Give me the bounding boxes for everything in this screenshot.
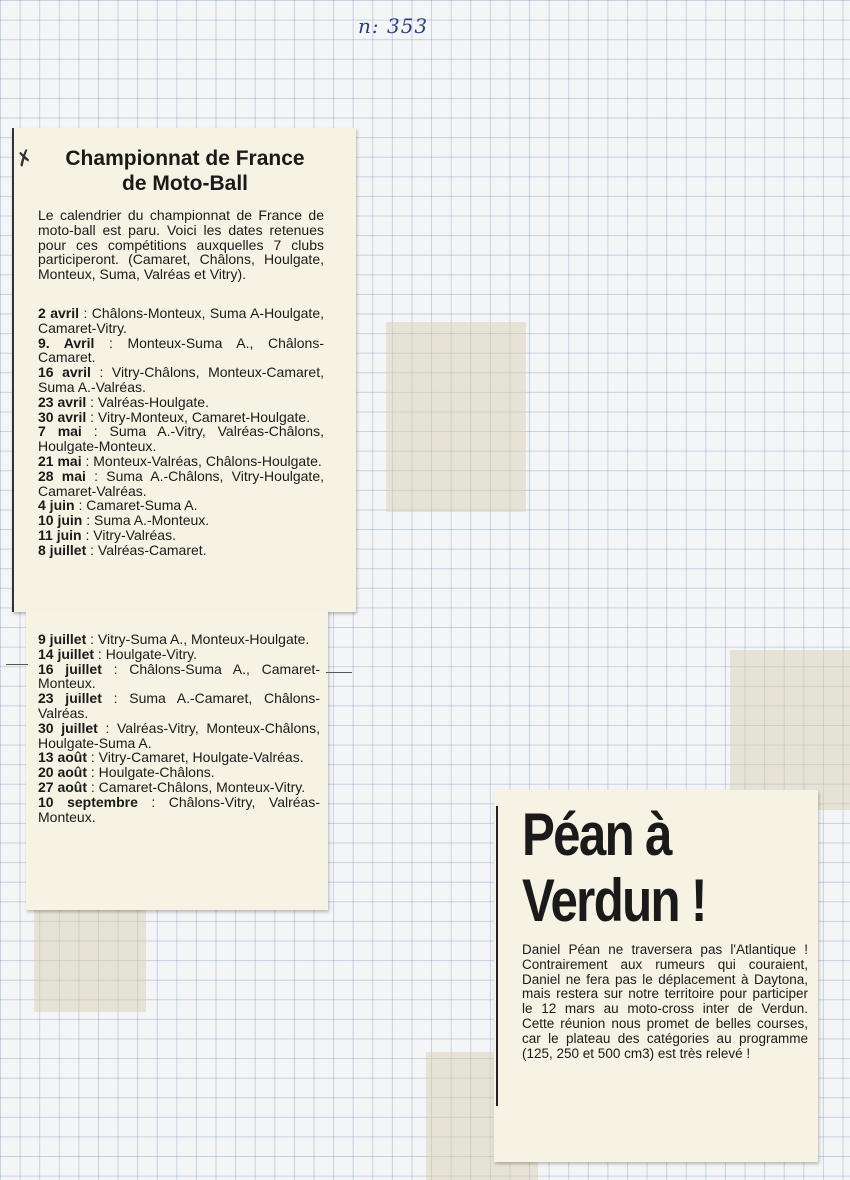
schedule-entry	[38, 469, 324, 499]
schedule-entry	[38, 765, 320, 780]
schedule-matches: : Valréas-Camaret.	[86, 541, 207, 558]
schedule-date: 11 juin	[38, 526, 82, 543]
schedule-date: 30 juillet	[38, 719, 98, 736]
schedule-part2	[38, 632, 320, 824]
schedule-entry	[38, 721, 320, 751]
schedule-date: 13 août	[38, 749, 88, 766]
schedule-matches: : Monteux-Valréas, Châlons-Houlgate.	[81, 452, 322, 469]
schedule-part1	[38, 306, 324, 558]
schedule-entry	[38, 395, 324, 410]
schedule-date: 23 avril	[38, 393, 87, 410]
verdun-rule	[496, 806, 498, 1106]
tape-piece	[730, 650, 850, 810]
schedule-matches: : Valréas-Vitry, Monteux-Châlons, Houlgate-Suma A.	[38, 719, 320, 751]
schedule-matches: : Suma A.-Vitry, Valréas-Châlons, Houlgate-Monteux.	[38, 423, 324, 455]
schedule-date: 30 avril	[38, 408, 87, 425]
schedule-entry	[38, 454, 324, 469]
schedule-matches: : Valréas-Houlgate.	[86, 393, 209, 410]
schedule-date: 21 mai	[38, 452, 82, 469]
schedule-matches: : Suma A.-Châlons, Vitry-Houlgate, Camaret-Valréas.	[38, 467, 324, 499]
schedule-date: 4 juin	[38, 497, 75, 514]
schedule-date: 10 septembre	[38, 793, 138, 810]
schedule-entry	[38, 306, 324, 336]
headline-line: Péan à	[522, 801, 671, 868]
schedule-matches: : Châlons-Vitry, Valréas-Monteux.	[38, 793, 320, 825]
verdun-body: Daniel Péan ne traversera pas l'Atlantique ! Contrairement aux rumeurs qui couraient, Daniel ne fera pas le déplacement à Daytona, mais restera sur notre territoire pour participer le 12 mars au moto-cross inter de Verdun. Cette réunion nous promet de belles courses, car le plateau des catégories au programme (125, 250 et 500 cm3) est très relevé !	[522, 942, 808, 1061]
schedule-entry	[38, 647, 320, 662]
schedule-entry	[38, 513, 324, 528]
schedule-date: 2 avril	[38, 305, 80, 321]
schedule-matches: : Suma A.-Camaret, Châlons-Valréas.	[38, 690, 320, 721]
schedule-date: 27 août	[38, 778, 88, 795]
divider	[6, 664, 28, 665]
schedule-matches: : Houlgate-Vitry.	[94, 645, 198, 662]
schedule-date: 16 avril	[38, 364, 91, 381]
schedule-entry	[38, 528, 324, 543]
moto-ball-headline	[30, 146, 340, 196]
schedule-date: 20 août	[38, 764, 88, 781]
schedule-entry	[38, 543, 324, 558]
schedule-date: 14 juillet	[38, 645, 95, 662]
tape-piece	[386, 322, 526, 512]
schedule-entry	[38, 750, 320, 765]
schedule-matches: : Châlons-Monteux, Suma A-Houlgate, Camaret-Vitry.	[38, 305, 324, 336]
schedule-entry	[38, 498, 324, 513]
schedule-entry	[38, 336, 324, 366]
schedule-entry	[38, 780, 320, 795]
schedule-matches: : Camaret-Suma A.	[74, 497, 198, 514]
schedule-date: 9 juillet	[38, 631, 87, 647]
tape-piece	[34, 908, 146, 1012]
schedule-date: 10 juin	[38, 512, 83, 529]
schedule-entry	[38, 632, 320, 647]
schedule-entry	[38, 410, 324, 425]
schedule-matches: : Suma A.-Monteux.	[82, 512, 210, 529]
handwritten-mark: ✗	[12, 143, 37, 173]
schedule-matches: : Vitry-Monteux, Camaret-Houlgate.	[86, 408, 311, 425]
moto-ball-intro: Le calendrier du championnat de France de moto-ball est paru. Voici les dates retenues pour ces compétitions auxquelles 7 clubs participeront. (Camaret, Châlons, Houlgate, Monteux, Suma, Valréas et Vitry).	[38, 207, 324, 283]
schedule-date: 28 mai	[38, 467, 86, 484]
schedule-matches: : Camaret-Châlons, Monteux-Vitry.	[87, 778, 306, 795]
divider	[326, 672, 352, 673]
schedule-matches: : Vitry-Valréas.	[81, 526, 176, 543]
schedule-entry	[38, 662, 320, 692]
schedule-matches: : Vitry-Châlons, Monteux-Camaret, Suma A.-Valréas.	[38, 364, 324, 395]
schedule-matches: : Châlons-Suma A., Camaret-Monteux.	[38, 660, 320, 692]
schedule-date: 9. Avril	[38, 334, 95, 351]
schedule-entry	[38, 424, 324, 454]
schedule-date: 23 juillet	[38, 690, 102, 707]
schedule-date: 16 juillet	[38, 660, 102, 677]
verdun-headline	[522, 802, 760, 934]
schedule-entry	[38, 365, 324, 395]
headline-line: Verdun !	[522, 867, 706, 934]
headline-line: Championnat de France	[65, 147, 305, 170]
schedule-matches: : Monteux-Suma A., Châlons-Camaret.	[38, 334, 324, 366]
schedule-matches: : Vitry-Camaret, Houlgate-Valréas.	[87, 749, 304, 766]
headline-line: de Moto-Ball	[122, 172, 248, 195]
schedule-entry	[38, 795, 320, 825]
schedule-matches: : Houlgate-Châlons.	[87, 764, 215, 781]
schedule-date: 8 juillet	[38, 541, 87, 558]
page-number: n: 353	[358, 14, 429, 38]
schedule-entry	[38, 691, 320, 721]
schedule-date: 7 mai	[38, 423, 82, 440]
schedule-matches: : Vitry-Suma A., Monteux-Houlgate.	[86, 631, 310, 647]
